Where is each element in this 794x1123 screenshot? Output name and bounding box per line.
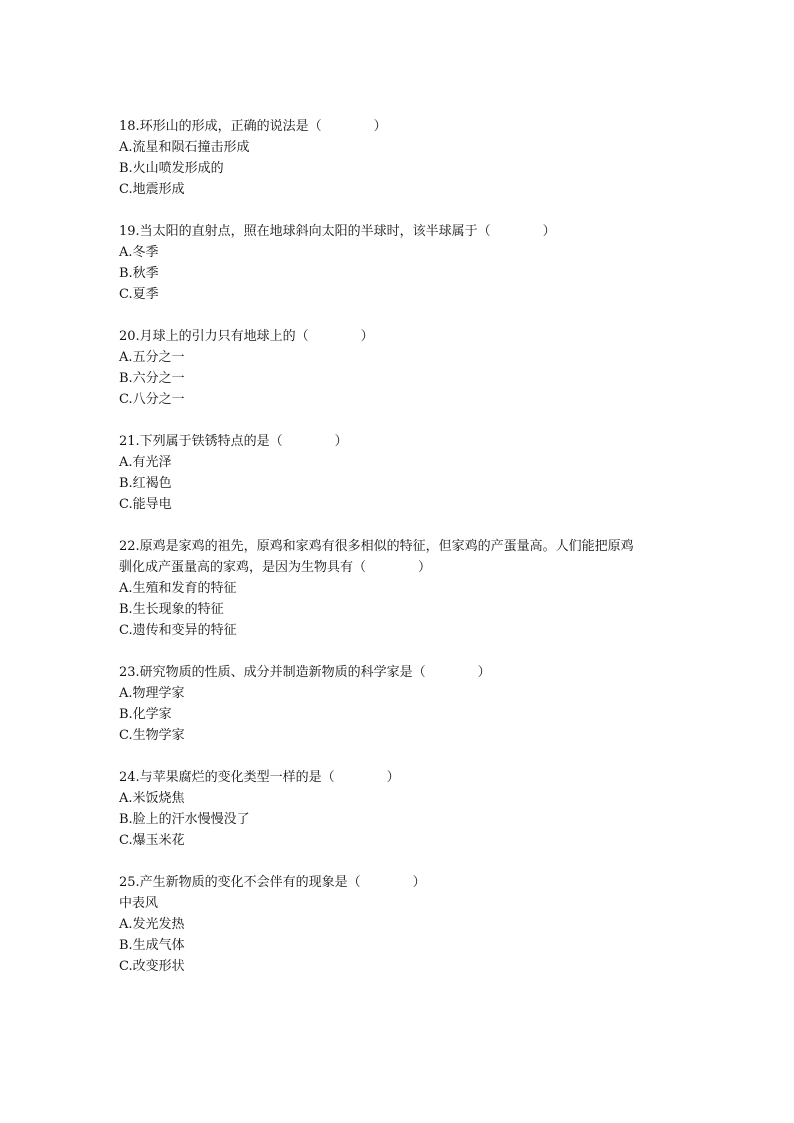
- question-stem: 19.当太阳的直射点，照在地球斜向太阳的半球时，该半球属于（ ）: [119, 224, 556, 239]
- question-stem: 24.与苹果腐烂的变化类型一样的是（ ）: [119, 770, 400, 785]
- question-25: [119, 872, 679, 977]
- option-b: B.秋季: [119, 266, 159, 281]
- question-19: [119, 221, 679, 305]
- option-b: B.生成气体: [119, 938, 185, 953]
- question-stem-continued: 中表风: [119, 896, 159, 911]
- question-22: [119, 536, 679, 641]
- option-c: C.八分之一: [119, 392, 185, 407]
- question-20: [119, 326, 679, 410]
- question-stem: 25.产生新物质的变化不会伴有的现象是（ ）: [119, 875, 426, 890]
- option-b: B.火山喷发形成的: [119, 161, 224, 176]
- option-b: B.化学家: [119, 707, 172, 722]
- option-c: C.遗传和变异的特征: [119, 623, 237, 638]
- option-a: A.生殖和发育的特征: [119, 581, 237, 596]
- question-stem: 22.原鸡是家鸡的祖先，原鸡和家鸡有很多相似的特征，但家鸡的产蛋量高。人们能把原鸡: [119, 539, 634, 554]
- question-list: [119, 116, 679, 998]
- option-a: A.米饭烧焦: [119, 791, 185, 806]
- option-c: C.生物学家: [119, 728, 185, 743]
- question-18: [119, 116, 679, 200]
- option-c: C.夏季: [119, 287, 159, 302]
- option-a: A.流星和陨石撞击形成: [119, 140, 250, 155]
- option-c: C.改变形状: [119, 959, 185, 974]
- option-a: A.五分之一: [119, 350, 185, 365]
- question-21: [119, 431, 679, 515]
- question-stem-continued: 驯化成产蛋量高的家鸡，是因为生物具有（ ）: [119, 560, 432, 575]
- option-b: B.红褐色: [119, 476, 172, 491]
- question-stem: 18.环形山的形成，正确的说法是（ ）: [119, 119, 387, 134]
- option-b: B.脸上的汗水慢慢没了: [119, 812, 250, 827]
- option-b: B.六分之一: [119, 371, 185, 386]
- option-c: C.能导电: [119, 497, 172, 512]
- question-stem: 21.下列属于铁锈特点的是（ ）: [119, 434, 348, 449]
- option-a: A.发光发热: [119, 917, 185, 932]
- question-stem: 23.研究物质的性质、成分并制造新物质的科学家是（ ）: [119, 665, 491, 680]
- option-b: B.生长现象的特征: [119, 602, 224, 617]
- question-24: [119, 767, 679, 851]
- question-23: [119, 662, 679, 746]
- option-c: C.地震形成: [119, 182, 185, 197]
- option-c: C.爆玉米花: [119, 833, 185, 848]
- option-a: A.物理学家: [119, 686, 185, 701]
- option-a: A.冬季: [119, 245, 159, 260]
- option-a: A.有光泽: [119, 455, 172, 470]
- question-stem: 20.月球上的引力只有地球上的（ ）: [119, 329, 374, 344]
